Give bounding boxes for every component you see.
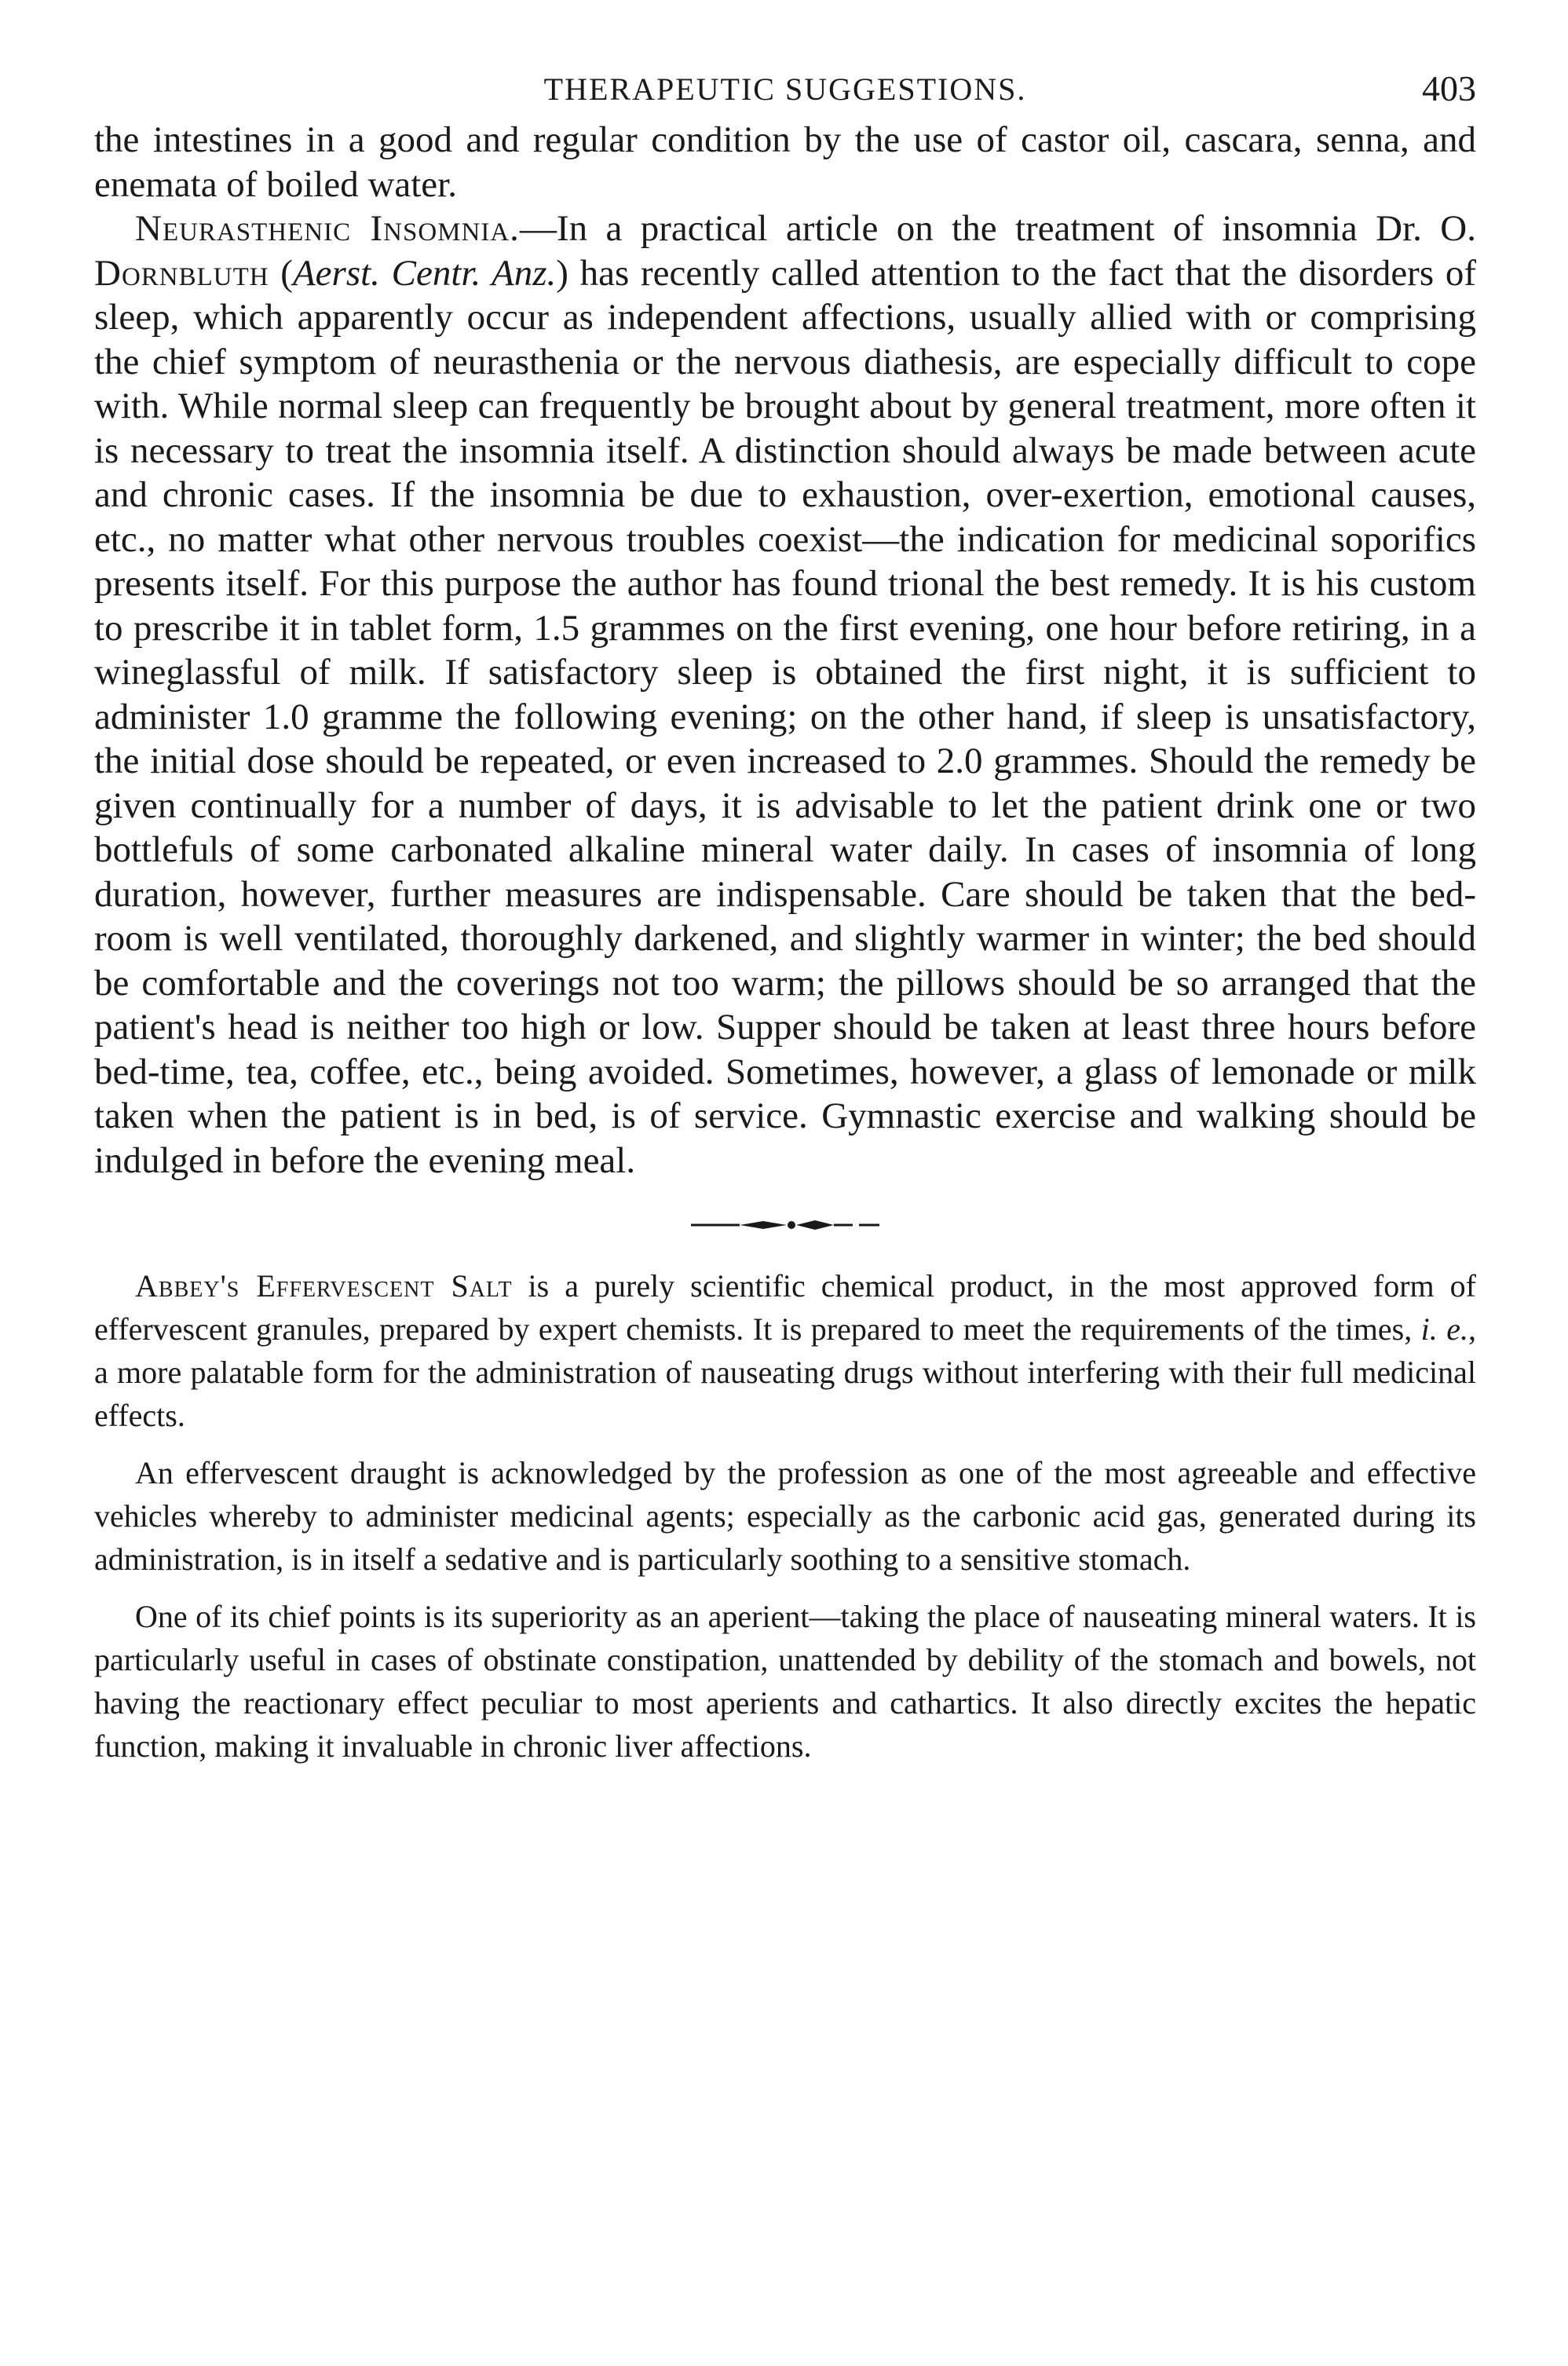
page	[94, 55, 1476, 1782]
section-intro: —In a practical article on the treatment of insomnia Dr. O.	[519, 208, 1476, 249]
page-number: 403	[1422, 68, 1476, 108]
author-name: Dornbluth	[94, 252, 269, 294]
insomnia-paragraph	[94, 207, 1476, 1183]
continuation-paragraph: the intestines in a good and regular condition by the use of castor oil, cascara, senna, and enemata of boiled water.	[94, 119, 1476, 205]
section-divider	[94, 1217, 1476, 1233]
ad-paragraph-3: One of its chief points is its superiority as an aperient—taking the place of nauseating mineral waters. It is particularly useful in cases of obstinate constipation, unattended by debility of the stomach and bowels, not having the reactionary effect peculiar to most aperients and cathartics. It also directly excites the hepatic function, making it invaluable in chronic liver affections.	[94, 1599, 1476, 1764]
product-name: Abbey's Effervescent Salt	[135, 1268, 513, 1304]
section-body: ) has recently called attention to the fact that the disorders of sleep, which apparently occur as independent affections, usually allied with or comprising the chief symptom of neurasthenia or the nervous diathesis, are especially difficult to cope with. While normal sleep can frequently be brought about by general treatment, more often it is necessary to treat the insomnia itself. A distinction should always be made between acute and chronic cases. If the insomnia be due to exhaustion, over-exertion, emotional causes, etc., no matter what other nervous troubles coexist—the indication for medicinal soporifics presents itself. For this purpose the author has found trional the best remedy. It is his custom to prescribe it in tablet form, 1.5 grammes on the first evening, one hour before retiring, in a wineglassful of milk. If satisfactory sleep is obtained the first night, it is sufficient to administer 1.0 gramme the following evening; on the other hand, if sleep is unsatisfactory, the initial dose should be repeated, or even increased to 2.0 grammes. Should the remedy be given continually for a number of days, it is advisable to let the patient drink one or two bottlefuls of some carbonated alkaline mineral water daily. In cases of insomnia of long duration, however, further measures are indispensable. Care should be taken that the bed-room is well ventilated, thoroughly darkened, and slightly warmer in winter; the bed should be comfortable and the coverings not too warm; the pillows should be so arranged that the patient's head is neither too high or low. Supper should be taken at least three hours before bed-time, tea, coffee, etc., being avoided. Sometimes, however, a glass of lemonade or milk taken when the patient is in bed, is of service. Gymnastic exercise and walking should be indulged in before the evening meal.	[94, 252, 1476, 1181]
ad-ie: i. e.	[1420, 1311, 1468, 1347]
ad-paragraph-2: An effervescent draught is acknowledged by the profession as one of the most agreeable and effective vehicles whereby to administer medicinal agents; especially as the carbonic acid gas, generated during its administration, is in itself a sedative and is particularly soothing to a sensitive stomach.	[94, 1455, 1476, 1577]
section-heading: Neurasthenic Insomnia.	[135, 208, 520, 249]
running-head	[94, 55, 1476, 118]
ad-paragraph-1	[94, 1264, 1476, 1437]
running-title: THERAPEUTIC SUGGESTIONS.	[543, 71, 1027, 107]
journal-citation: Aerst. Centr. Anz.	[292, 252, 557, 294]
article-body	[94, 118, 1476, 1183]
ad-p1-text-b: , a more palatable form for the administration of nauseating drugs without interfering with their full medicinal effects.	[94, 1311, 1476, 1433]
advertisement	[94, 1264, 1476, 1768]
journal-open: (	[269, 252, 293, 294]
ad-p1-text-a: is a purely scientific chemical product, in the most approved form of effervescent granules, prepared by expert chemists. It is prepared to meet the requirements of the times,	[94, 1268, 1476, 1347]
ornament-rule-icon	[691, 1217, 879, 1233]
